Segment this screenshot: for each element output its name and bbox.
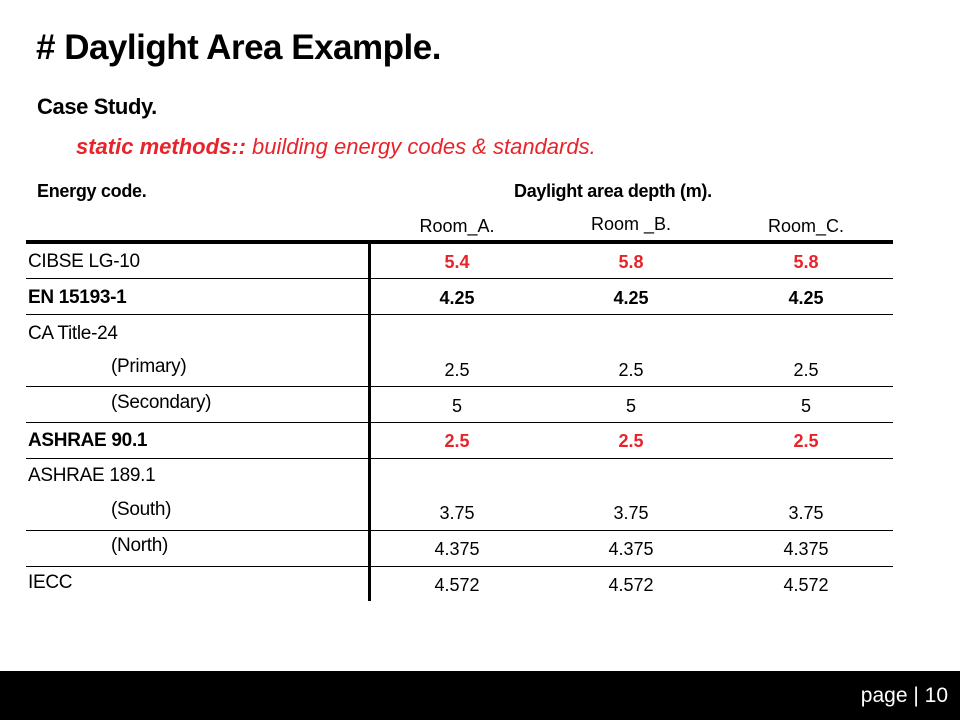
subtitle-rest: building energy codes & standards. — [245, 134, 596, 159]
row-divider — [26, 530, 893, 531]
ashrae90-room-b: 2.5 — [618, 431, 644, 451]
row-divider — [26, 458, 893, 459]
secondary-room-c: 5 — [800, 396, 811, 416]
cibse-room-c: 5.8 — [793, 252, 819, 272]
south-room-a: 3.75 — [439, 503, 475, 523]
south-room-b: 3.75 — [613, 503, 649, 523]
row-divider — [26, 278, 893, 279]
row-label-ashrae189: ASHRAE 189.1 — [28, 465, 156, 486]
room-c-header: Room_C. — [767, 216, 845, 236]
footer-bar — [0, 671, 960, 720]
row-label-secondary: (Secondary) — [111, 392, 212, 413]
primary-room-b: 2.5 — [618, 360, 644, 380]
row-label-ashrae90: ASHRAE 90.1 — [28, 430, 148, 451]
row-label-south: (South) — [111, 499, 172, 520]
subtitle — [76, 134, 596, 160]
section-title: Case Study. — [37, 94, 157, 119]
row-divider — [26, 386, 893, 387]
north-room-c: 4.375 — [783, 539, 829, 559]
row-label-cibse: CIBSE LG-10 — [28, 251, 140, 272]
en15193-room-b: 4.25 — [613, 288, 649, 308]
ashrae90-room-a: 2.5 — [444, 431, 470, 451]
ashrae90-room-c: 2.5 — [793, 431, 819, 451]
row-label-ca-title24: CA Title-24 — [28, 323, 118, 344]
row-divider — [26, 314, 893, 315]
row-label-north: (North) — [111, 535, 169, 556]
iecc-room-a: 4.572 — [434, 575, 480, 595]
row-label-primary: (Primary) — [111, 356, 187, 377]
en15193-room-c: 4.25 — [788, 288, 824, 308]
south-room-c: 3.75 — [788, 503, 824, 523]
north-room-b: 4.375 — [608, 539, 654, 559]
daylight-depth-header: Daylight area depth (m). — [514, 181, 712, 201]
primary-room-c: 2.5 — [793, 360, 819, 380]
en15193-room-a: 4.25 — [439, 288, 475, 308]
cibse-room-a: 5.4 — [444, 252, 470, 272]
cibse-room-b: 5.8 — [618, 252, 644, 272]
slide-title: # Daylight Area Example. — [36, 28, 441, 67]
secondary-room-b: 5 — [625, 396, 636, 416]
secondary-room-a: 5 — [451, 396, 462, 416]
page-number: page | 10 — [860, 684, 948, 707]
iecc-room-b: 4.572 — [608, 575, 654, 595]
primary-room-a: 2.5 — [444, 360, 470, 380]
energy-code-header: Energy code. — [37, 181, 147, 201]
row-divider — [26, 422, 893, 423]
row-label-iecc: IECC — [28, 572, 73, 593]
north-room-a: 4.375 — [434, 539, 480, 559]
room-b-header: Room _B. — [590, 214, 672, 234]
room-a-header: Room_A. — [419, 216, 495, 236]
header-rule — [26, 240, 893, 244]
row-divider — [26, 566, 893, 567]
iecc-room-c: 4.572 — [783, 575, 829, 595]
row-label-en15193: EN 15193-1 — [28, 287, 127, 308]
subtitle-bold: static methods:: — [76, 134, 246, 159]
